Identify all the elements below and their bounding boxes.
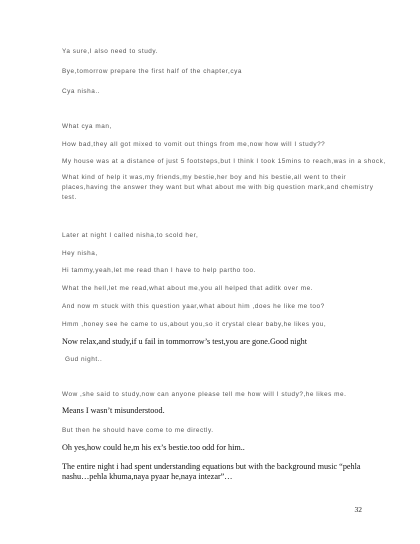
text-line: How bad,they all got mixed to vomit out things from me,now how will I study??	[62, 141, 326, 148]
text-line: But then he should have come to me directly.	[62, 427, 214, 434]
text-line: What cya man,	[62, 123, 112, 130]
text-line: Gud night..	[65, 356, 103, 363]
text-paragraph: The entire night i had spent understanding equations but with the background music “pehla nashu…pehla khuma,naya pyaar he,naya intezar”…	[62, 462, 361, 481]
text-line: Bye,tomorrow prepare the first half of the chapter,cya	[62, 68, 242, 75]
text-line: Cya nisha..	[62, 88, 101, 95]
page-number: 32	[354, 505, 362, 514]
text-paragraph: What kind of help it was,my friends,my bestie,her boy and his bestie,all went to their places,having the answer they want but what about me with big question mark,and chemistry test.	[62, 174, 374, 201]
text-line: Wow ,she said to study,now can anyone please tell me how will I study?,he likes me.	[62, 391, 347, 398]
text-line: What the hell,let me read,what about me,you all helped that aditk over me.	[62, 285, 313, 292]
text-line: Hi tammy,yeah,let me read than I have to help partho too.	[62, 267, 256, 274]
text-line: Hmm ,honey see he came to us,about you,so it crystal clear baby,he likes you,	[62, 321, 327, 328]
text-line: Means I wasn’t misunderstood.	[62, 406, 165, 415]
text-line: Hey nisha,	[62, 250, 98, 257]
text-line: Ya sure,I also need to study.	[62, 48, 158, 55]
text-line: Oh yes,how could he,m his ex’s bestie.too odd for him..	[62, 443, 245, 452]
text-line: My house was at a distance of just 5 footsteps,but I think I took 15mins to reach,was in a shock,	[62, 158, 386, 165]
text-line: Now relax,and study,if u fail in tommorrow’s test,you are gone.Good night	[62, 337, 308, 346]
text-line: And now m stuck with this question yaar,what about him ,does he like me too?	[62, 303, 325, 310]
text-line: Later at night I called nisha,to scold her,	[62, 232, 199, 239]
